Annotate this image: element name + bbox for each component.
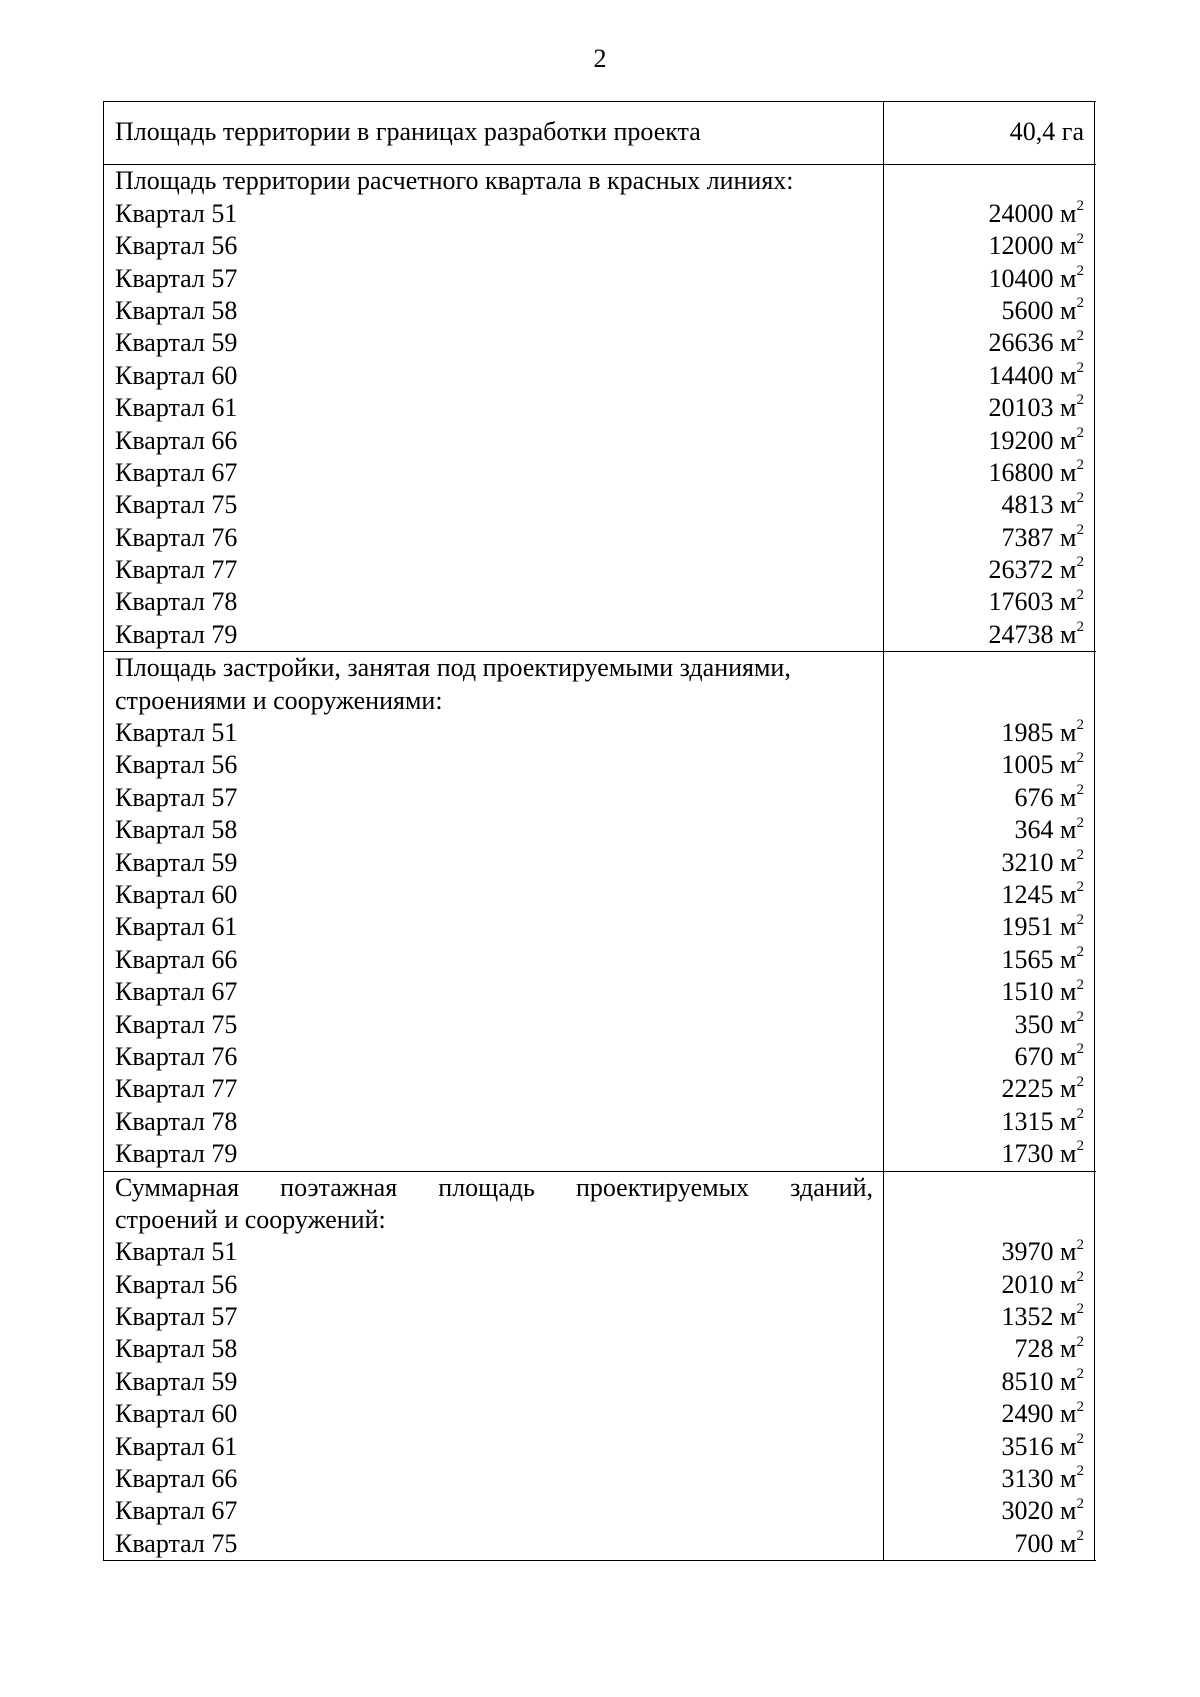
- area-unit: м: [1060, 1139, 1077, 1169]
- quarter-label: Квартал 56: [115, 231, 238, 261]
- quarter-label: Квартал 78: [115, 587, 238, 617]
- area-number: 728: [1014, 1334, 1054, 1364]
- area-unit: м: [1060, 1366, 1077, 1396]
- area-unit: м: [1060, 1496, 1077, 1526]
- area-unit: м: [1060, 522, 1077, 552]
- unit-exponent: 2: [1076, 976, 1084, 993]
- unit-exponent: 2: [1076, 879, 1084, 896]
- quarter-value: [884, 749, 1084, 781]
- area-number: 2010: [1001, 1269, 1054, 1299]
- area-number: 1315: [1001, 1106, 1054, 1136]
- quarter-label: Квартал 56: [115, 1269, 238, 1299]
- quarter-value: [884, 1431, 1084, 1463]
- section-label-cell: [104, 165, 884, 651]
- quarter-value: [884, 1301, 1084, 1333]
- quarter-value: [884, 295, 1084, 327]
- quarter-label: Квартал 67: [115, 1496, 238, 1526]
- unit-exponent: 2: [1076, 1430, 1084, 1447]
- section-heading: Суммарная поэтажная площадь проектируемых зданий,: [115, 1172, 873, 1202]
- quarter-label: Квартал 59: [115, 1366, 238, 1396]
- unit-exponent: 2: [1076, 327, 1084, 344]
- unit-exponent: 2: [1076, 1138, 1084, 1155]
- quarter-value: [884, 1528, 1084, 1560]
- area-unit: м: [1060, 1302, 1077, 1332]
- area-unit: м: [1060, 1431, 1077, 1461]
- page-number: 2: [593, 44, 607, 73]
- quarter-value: [884, 1138, 1084, 1170]
- area-number: 3020: [1001, 1496, 1054, 1526]
- area-number: 1245: [1001, 879, 1054, 909]
- quarter-value: [884, 814, 1084, 846]
- area-number: 2225: [1001, 1074, 1054, 1104]
- area-number: 24738: [988, 619, 1054, 649]
- section-heading: строений и сооружений:: [115, 1204, 386, 1234]
- area-unit: м: [1060, 1269, 1077, 1299]
- quarter-label: Квартал 51: [115, 1237, 238, 1267]
- area-number: 8510: [1001, 1366, 1054, 1396]
- quarter-value: [884, 425, 1084, 457]
- unit-exponent: 2: [1076, 782, 1084, 799]
- quarter-value: [884, 360, 1084, 392]
- quarter-value: [884, 522, 1084, 554]
- quarter-value: [884, 847, 1084, 879]
- section-heading: Площадь застройки, занятая под проектируемыми зданиями,: [115, 653, 791, 683]
- area-table: [103, 101, 1096, 1561]
- quarter-value: [884, 1333, 1084, 1365]
- quarter-label: Квартал 79: [115, 619, 238, 649]
- empty-value: [884, 1204, 1084, 1236]
- area-number: 12000: [988, 231, 1054, 261]
- area-unit: м: [1060, 847, 1077, 877]
- quarter-label: Квартал 59: [115, 328, 238, 358]
- quarter-label: Квартал 60: [115, 1399, 238, 1429]
- area-unit: м: [1060, 198, 1077, 228]
- quarter-label: Квартал 58: [115, 1334, 238, 1364]
- area-number: 3970: [1001, 1237, 1054, 1267]
- unit-exponent: 2: [1076, 1236, 1084, 1253]
- area-number: 5600: [1001, 295, 1054, 325]
- quarter-value: [884, 717, 1084, 749]
- unit-exponent: 2: [1076, 749, 1084, 766]
- unit-exponent: 2: [1076, 1366, 1084, 1383]
- quarter-label: Квартал 77: [115, 1074, 238, 1104]
- area-number: 676: [1014, 782, 1054, 812]
- area-number: 19200: [988, 425, 1054, 455]
- unit-exponent: 2: [1076, 1106, 1084, 1123]
- quarter-label: Квартал 51: [115, 198, 238, 228]
- area-unit: м: [1060, 782, 1077, 812]
- unit-exponent: 2: [1076, 944, 1084, 961]
- area-number: 7387: [1001, 522, 1054, 552]
- quarter-label: Квартал 67: [115, 457, 238, 487]
- unit-exponent: 2: [1076, 619, 1084, 636]
- unit-exponent: 2: [1076, 230, 1084, 247]
- quarter-label: Квартал 57: [115, 263, 238, 293]
- quarter-value: [884, 1398, 1084, 1430]
- quarter-label: Квартал 58: [115, 295, 238, 325]
- area-number: 26636: [988, 328, 1054, 358]
- area-unit: м: [1060, 263, 1077, 293]
- area-unit: м: [1060, 457, 1077, 487]
- area-number: 350: [1014, 1009, 1054, 1039]
- quarter-label: Квартал 61: [115, 912, 238, 942]
- area-number: 1565: [1001, 944, 1054, 974]
- area-unit: м: [1060, 1074, 1077, 1104]
- row-label-cell: [104, 102, 884, 164]
- quarter-value: [884, 1269, 1084, 1301]
- quarter-label: Квартал 67: [115, 977, 238, 1007]
- section-heading: Площадь территории расчетного квартала в красных линиях:: [115, 166, 794, 196]
- quarter-label: Квартал 60: [115, 879, 238, 909]
- area-number: 14400: [988, 360, 1054, 390]
- quarter-label: Квартал 78: [115, 1106, 238, 1136]
- quarter-label: Квартал 58: [115, 815, 238, 845]
- quarter-value: [884, 1236, 1084, 1268]
- quarter-value: [884, 1366, 1084, 1398]
- area-unit: м: [1060, 619, 1077, 649]
- area-number: 364: [1014, 815, 1054, 845]
- quarter-value: [884, 782, 1084, 814]
- unit-exponent: 2: [1076, 1495, 1084, 1512]
- quarter-value: [884, 619, 1084, 651]
- quarter-label: Квартал 66: [115, 944, 238, 974]
- table-section: [104, 165, 1096, 652]
- quarter-label: Квартал 79: [115, 1139, 238, 1169]
- quarter-value: [884, 230, 1084, 262]
- unit-exponent: 2: [1076, 360, 1084, 377]
- section-label-cell: [104, 1172, 884, 1561]
- unit-exponent: 2: [1076, 489, 1084, 506]
- area-number: 3130: [1001, 1464, 1054, 1494]
- area-unit: м: [1060, 912, 1077, 942]
- area-unit: м: [1060, 718, 1077, 748]
- quarter-value: [884, 586, 1084, 618]
- area-unit: м: [1060, 490, 1077, 520]
- quarter-label: Квартал 75: [115, 490, 238, 520]
- area-unit: м: [1060, 231, 1077, 261]
- quarter-value: [884, 1463, 1084, 1495]
- unit-exponent: 2: [1076, 554, 1084, 571]
- area-number: 4813: [1001, 490, 1054, 520]
- empty-value: [884, 1172, 1084, 1204]
- quarter-value: [884, 1073, 1084, 1105]
- unit-exponent: 2: [1076, 392, 1084, 409]
- area-number: 1510: [1001, 977, 1054, 1007]
- quarter-value: [884, 1106, 1084, 1138]
- area-unit: м: [1060, 750, 1077, 780]
- area-number: 26372: [988, 555, 1054, 585]
- area-number: 1951: [1001, 912, 1054, 942]
- area-unit: м: [1060, 977, 1077, 1007]
- section-label-cell: [104, 652, 884, 1170]
- unit-exponent: 2: [1076, 814, 1084, 831]
- unit-exponent: 2: [1076, 198, 1084, 215]
- quarter-value: [884, 263, 1084, 295]
- unit-exponent: 2: [1076, 1333, 1084, 1350]
- section-heading: строениями и сооружениями:: [115, 685, 443, 715]
- unit-exponent: 2: [1076, 846, 1084, 863]
- area-unit: м: [1060, 1041, 1077, 1071]
- area-number: 10400: [988, 263, 1054, 293]
- quarter-value: [884, 944, 1084, 976]
- quarter-label: Квартал 57: [115, 782, 238, 812]
- area-number: 17603: [988, 587, 1054, 617]
- area-unit: м: [1060, 295, 1077, 325]
- area-unit: м: [1060, 328, 1077, 358]
- quarter-label: Квартал 75: [115, 1009, 238, 1039]
- area-number: 20103: [988, 393, 1054, 423]
- area-unit: м: [1060, 360, 1077, 390]
- quarter-value: [884, 392, 1084, 424]
- empty-value: [884, 685, 1084, 717]
- unit-exponent: 2: [1076, 424, 1084, 441]
- section-value-cell: [884, 165, 1095, 651]
- unit-exponent: 2: [1076, 295, 1084, 312]
- unit-exponent: 2: [1076, 522, 1084, 539]
- quarter-value: [884, 1041, 1084, 1073]
- area-number: 2490: [1001, 1399, 1054, 1429]
- quarter-label: Квартал 66: [115, 1464, 238, 1494]
- quarter-value: [884, 554, 1084, 586]
- section-value-cell: [884, 652, 1095, 1170]
- unit-exponent: 2: [1076, 1041, 1084, 1058]
- quarter-label: Квартал 66: [115, 425, 238, 455]
- unit-exponent: 2: [1076, 457, 1084, 474]
- unit-exponent: 2: [1076, 1463, 1084, 1480]
- area-unit: м: [1060, 425, 1077, 455]
- area-unit: м: [1060, 815, 1077, 845]
- quarter-label: Квартал 60: [115, 360, 238, 390]
- unit-exponent: 2: [1076, 1269, 1084, 1286]
- area-unit: м: [1060, 1009, 1077, 1039]
- area-unit: м: [1060, 1464, 1077, 1494]
- quarter-value: [884, 489, 1084, 521]
- area-unit: м: [1060, 1237, 1077, 1267]
- area-number: 1005: [1001, 750, 1054, 780]
- quarter-label: Квартал 59: [115, 847, 238, 877]
- unit-exponent: 2: [1076, 586, 1084, 603]
- quarter-value: [884, 457, 1084, 489]
- area-unit: м: [1060, 587, 1077, 617]
- area-number: 1985: [1001, 718, 1054, 748]
- unit-exponent: 2: [1076, 1301, 1084, 1318]
- quarter-label: Квартал 57: [115, 1302, 238, 1332]
- area-unit: м: [1060, 1106, 1077, 1136]
- quarter-label: Квартал 56: [115, 750, 238, 780]
- area-number: 700: [1014, 1528, 1054, 1558]
- area-number: 16800: [988, 457, 1054, 487]
- row-value: 40,4 га: [1009, 117, 1084, 146]
- unit-exponent: 2: [1076, 1008, 1084, 1025]
- area-number: 1730: [1001, 1139, 1054, 1169]
- quarter-value: [884, 976, 1084, 1008]
- area-unit: м: [1060, 944, 1077, 974]
- empty-value: [884, 652, 1084, 684]
- table-section: [104, 1172, 1096, 1562]
- quarter-value: [884, 1009, 1084, 1041]
- area-number: 1352: [1001, 1302, 1054, 1332]
- area-unit: м: [1060, 393, 1077, 423]
- area-unit: м: [1060, 1528, 1077, 1558]
- area-unit: м: [1060, 879, 1077, 909]
- row-value-cell: [884, 102, 1095, 164]
- area-number: 3516: [1001, 1431, 1054, 1461]
- unit-exponent: 2: [1076, 262, 1084, 279]
- quarter-label: Квартал 51: [115, 718, 238, 748]
- table-section: [104, 652, 1096, 1171]
- quarter-value: [884, 198, 1084, 230]
- area-unit: м: [1060, 1334, 1077, 1364]
- quarter-label: Квартал 77: [115, 555, 238, 585]
- area-number: 3210: [1001, 847, 1054, 877]
- quarter-value: [884, 911, 1084, 943]
- quarter-value: [884, 879, 1084, 911]
- area-unit: м: [1060, 555, 1077, 585]
- quarter-label: Квартал 61: [115, 1431, 238, 1461]
- unit-exponent: 2: [1076, 1073, 1084, 1090]
- quarter-label: Квартал 75: [115, 1528, 238, 1558]
- quarter-value: [884, 1495, 1084, 1527]
- quarter-label: Квартал 76: [115, 522, 238, 552]
- area-number: 24000: [988, 198, 1054, 228]
- row-label: Площадь территории в границах разработки проекта: [115, 117, 701, 146]
- quarter-label: Квартал 76: [115, 1041, 238, 1071]
- area-unit: м: [1060, 1399, 1077, 1429]
- unit-exponent: 2: [1076, 1528, 1084, 1545]
- quarter-value: [884, 327, 1084, 359]
- section-value-cell: [884, 1172, 1095, 1561]
- quarter-label: Квартал 61: [115, 393, 238, 423]
- table-row: [104, 102, 1096, 165]
- empty-value: [884, 165, 1084, 197]
- unit-exponent: 2: [1076, 1398, 1084, 1415]
- unit-exponent: 2: [1076, 717, 1084, 734]
- unit-exponent: 2: [1076, 911, 1084, 928]
- area-number: 670: [1014, 1041, 1054, 1071]
